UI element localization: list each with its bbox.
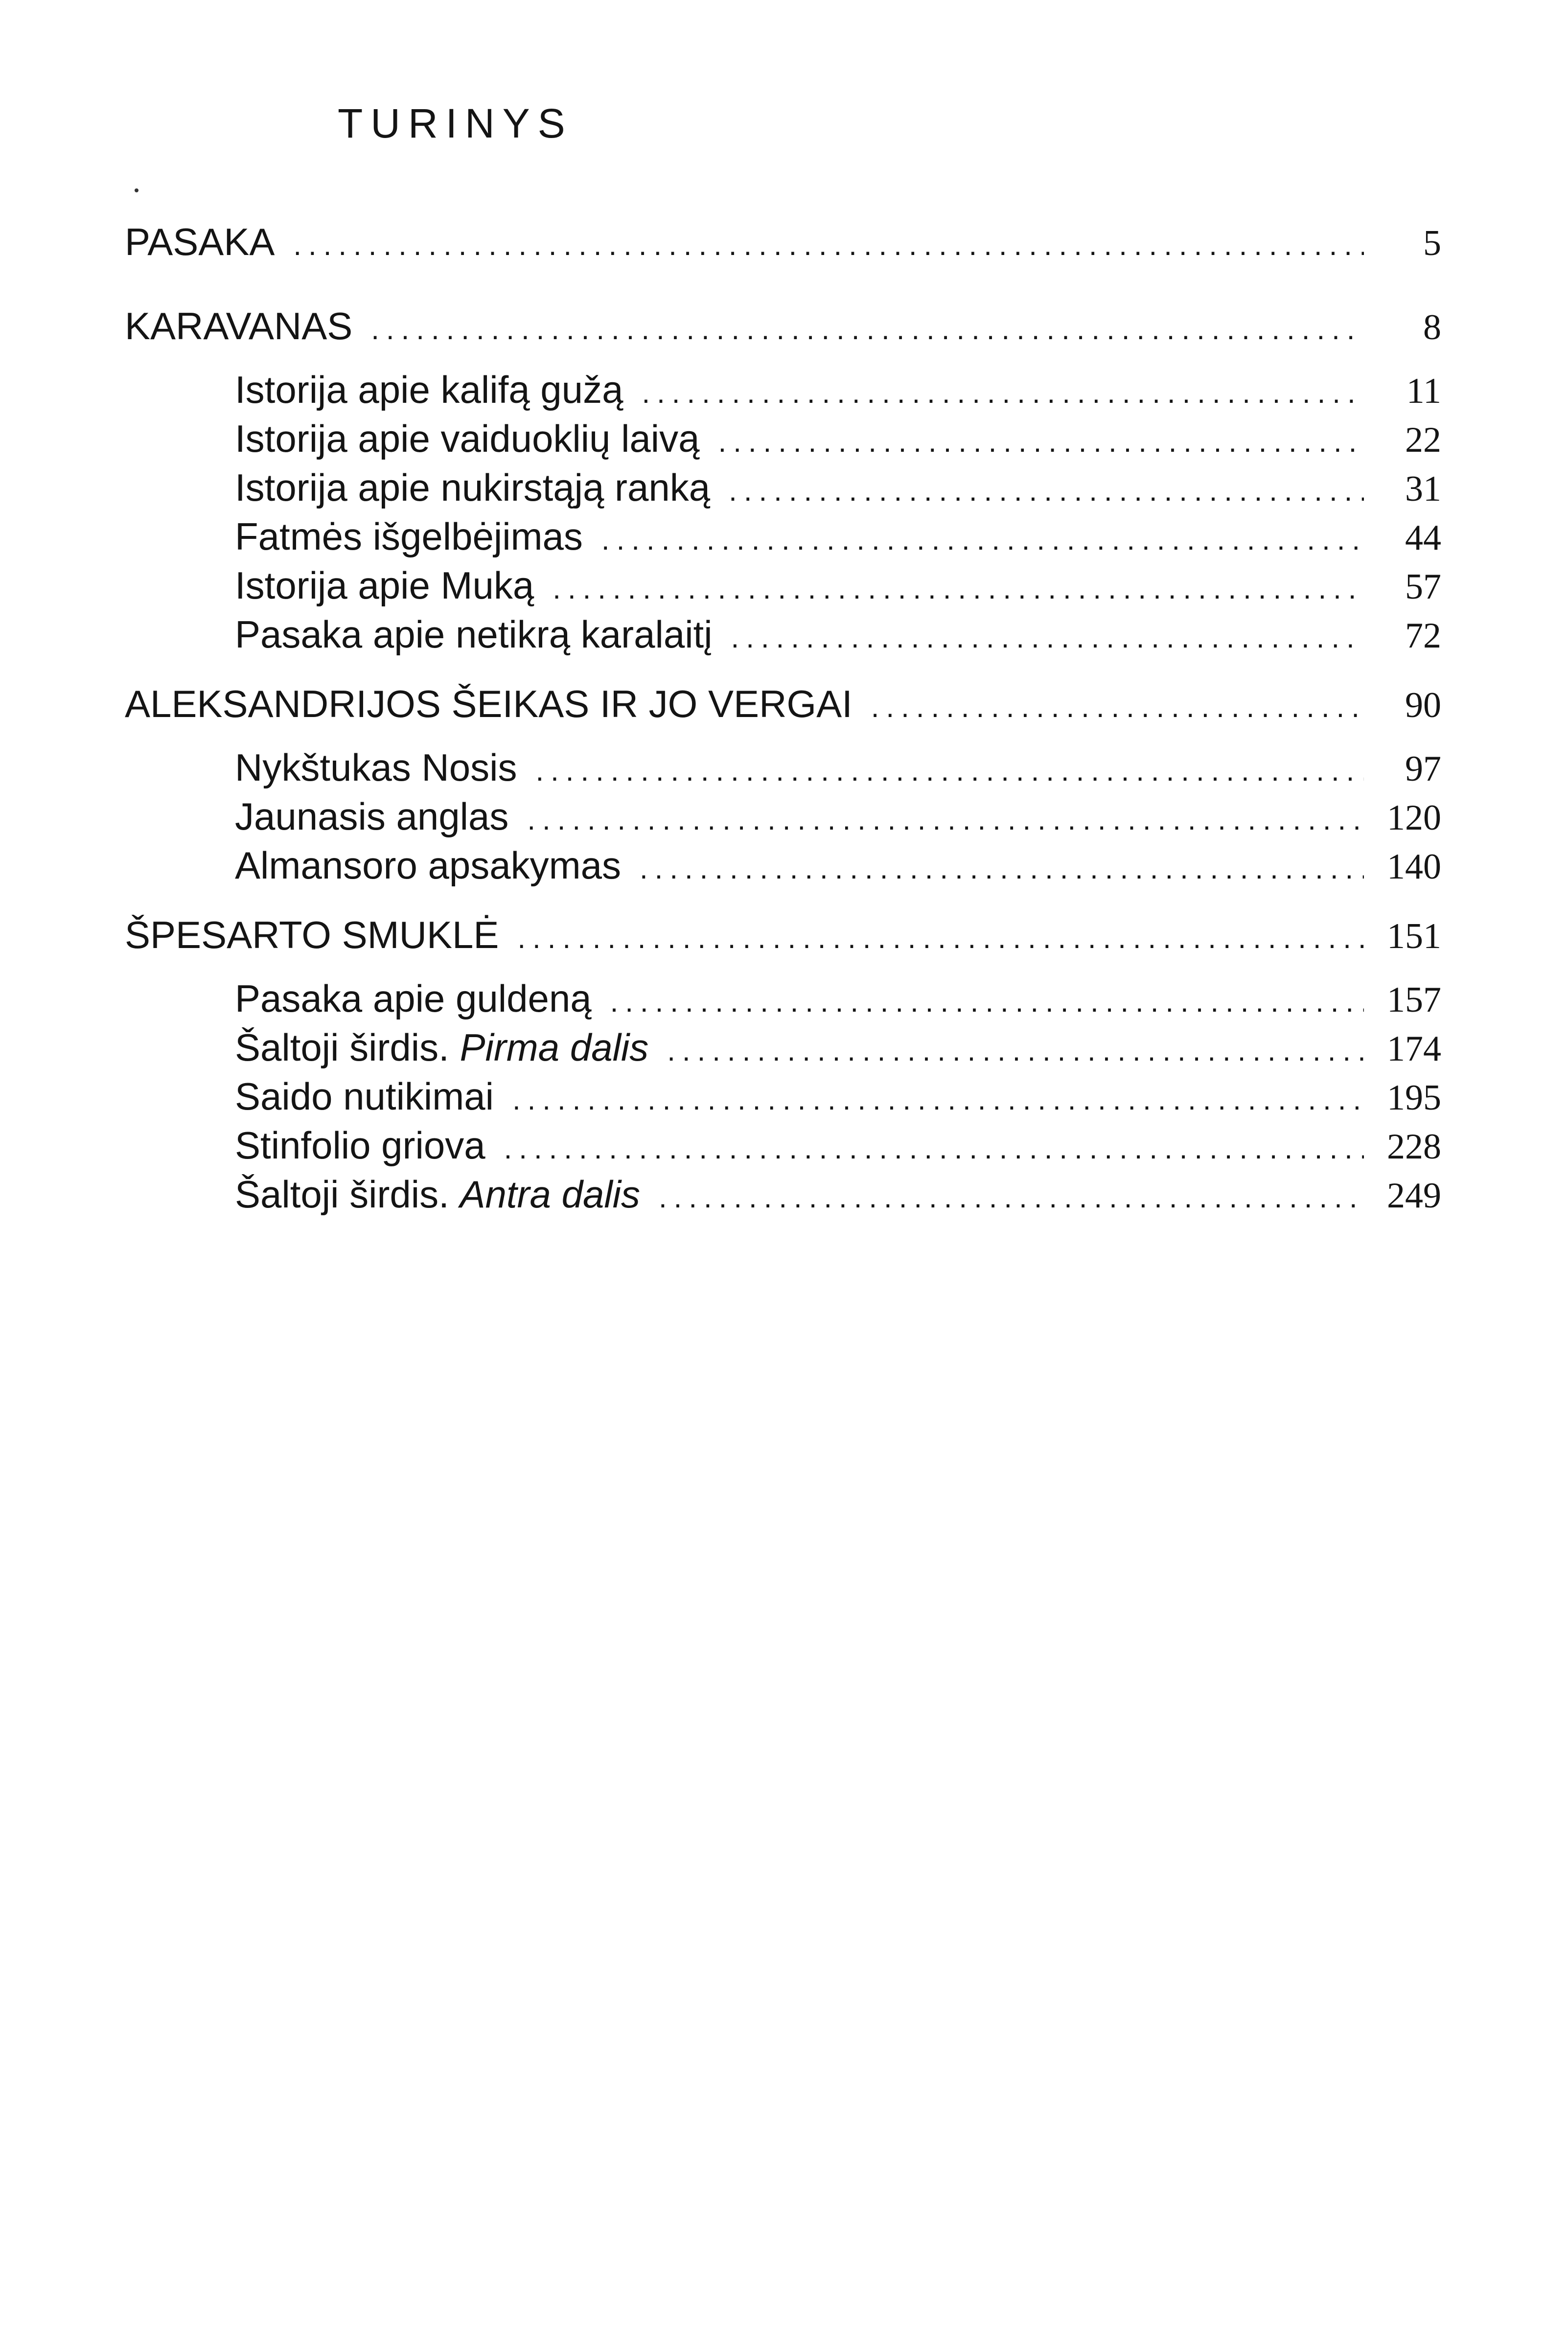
page-number: 140 (1387, 847, 1441, 887)
dot-leader (871, 693, 1364, 722)
entry-title-text: Istorija apie vaiduoklių laivą (235, 417, 700, 460)
entry-title-text: KARAVANAS (125, 304, 353, 348)
entry-title (235, 1026, 667, 1069)
page-number: 151 (1387, 916, 1441, 956)
toc-subentry (235, 468, 1441, 507)
page-number: 120 (1387, 798, 1441, 838)
toc-subentry (235, 368, 1441, 411)
dot-leader (504, 1134, 1364, 1163)
page-number: 157 (1387, 980, 1441, 1020)
toc-subentry (235, 566, 1441, 605)
entry-title-text: Pasaka apie guldeną (235, 977, 592, 1020)
page-number: 97 (1405, 749, 1441, 789)
dot-leader (729, 476, 1364, 506)
dot-leader (667, 1036, 1364, 1066)
entry-title-text: Jaunasis anglas (235, 795, 509, 838)
page-number: 57 (1405, 567, 1441, 607)
toc-subentry (235, 419, 1441, 458)
entry-title (235, 517, 601, 556)
toc-section-entry (125, 913, 1441, 956)
dot-leader (293, 231, 1364, 260)
toc-section-entry (125, 304, 1441, 348)
dot-leader (659, 1183, 1364, 1212)
entry-title-text: Istorija apie nukirstąją ranką (235, 466, 711, 509)
entry-title-text: ALEKSANDRIJOS ŠEIKAS IR JO VERGAI (125, 682, 853, 725)
page-title: TURINYS (338, 100, 573, 146)
toc-subentry (235, 797, 1441, 836)
page-number: 249 (1387, 1176, 1441, 1216)
entry-title (125, 682, 871, 725)
toc-subentry (235, 1126, 1441, 1165)
dot-leader (553, 574, 1364, 603)
toc-section-entry (125, 682, 1441, 725)
toc-subentry (235, 1077, 1441, 1116)
toc-subentry (235, 979, 1441, 1018)
entry-title-text: ŠPESARTO SMUKLĖ (125, 913, 499, 956)
page-number: 8 (1423, 307, 1441, 348)
entry-title-text: PASAKA (125, 220, 275, 263)
dot-leader (601, 525, 1364, 555)
page-number: 90 (1405, 685, 1441, 725)
entry-title (125, 913, 517, 956)
entry-title (235, 613, 731, 656)
entry-title (235, 979, 610, 1018)
page-number: 72 (1405, 616, 1441, 656)
page-number: 174 (1387, 1029, 1441, 1069)
stray-mark (135, 188, 138, 192)
entry-title (235, 564, 553, 607)
toc-subentry (235, 846, 1441, 885)
page-number: 11 (1406, 371, 1441, 411)
dot-leader (718, 427, 1364, 457)
page-number: 228 (1387, 1127, 1441, 1167)
entry-title-italic: Antra dalis (460, 1173, 640, 1216)
dot-leader (512, 1085, 1364, 1114)
toc-subentry (235, 1028, 1441, 1067)
page-number: 44 (1405, 518, 1441, 558)
entry-title-text: Almansoro apsakymas (235, 844, 621, 887)
entry-title-text: Istorija apie Muką (235, 564, 534, 607)
entry-title (125, 304, 371, 348)
entry-title (235, 748, 535, 787)
dot-leader (642, 378, 1364, 408)
entry-title (235, 1124, 504, 1167)
entry-title (235, 419, 718, 458)
dot-leader (535, 756, 1364, 786)
entry-title (235, 795, 527, 838)
entry-title-text: Saido nutikimai (235, 1075, 494, 1118)
entry-title-text: Fatmės išgelbėjimas (235, 515, 583, 558)
dot-leader (371, 315, 1364, 344)
page-number: 195 (1387, 1078, 1441, 1118)
page-number: 5 (1423, 223, 1441, 263)
entry-title-italic: Pirma dalis (460, 1026, 649, 1069)
entry-title-text: Stinfolio griova (235, 1124, 485, 1167)
toc-section-entry (125, 220, 1441, 263)
toc-subentry (235, 615, 1441, 654)
entry-title (235, 1075, 512, 1118)
entry-title-text: Pasaka apie netikrą karalaitį (235, 613, 713, 656)
entry-title-text: Šaltoji širdis. (235, 1173, 460, 1216)
dot-leader (610, 987, 1364, 1017)
dot-leader (731, 623, 1364, 652)
dot-leader (640, 854, 1364, 883)
entry-title (235, 468, 729, 507)
toc-subentry (235, 1175, 1441, 1214)
entry-title (235, 368, 642, 411)
page-number: 31 (1405, 469, 1441, 509)
toc-subentry (235, 517, 1441, 556)
entry-title-text: Nykštukas Nosis (235, 746, 517, 789)
entry-title-text: Istorija apie kalifą gužą (235, 368, 623, 411)
page-number: 22 (1405, 420, 1441, 460)
entry-title (235, 1173, 659, 1216)
entry-title (235, 844, 640, 887)
dot-leader (527, 805, 1364, 834)
dot-leader (517, 924, 1364, 953)
entry-title (125, 220, 293, 263)
toc-subentry (235, 748, 1441, 787)
entry-title-text: Šaltoji širdis. (235, 1026, 460, 1069)
